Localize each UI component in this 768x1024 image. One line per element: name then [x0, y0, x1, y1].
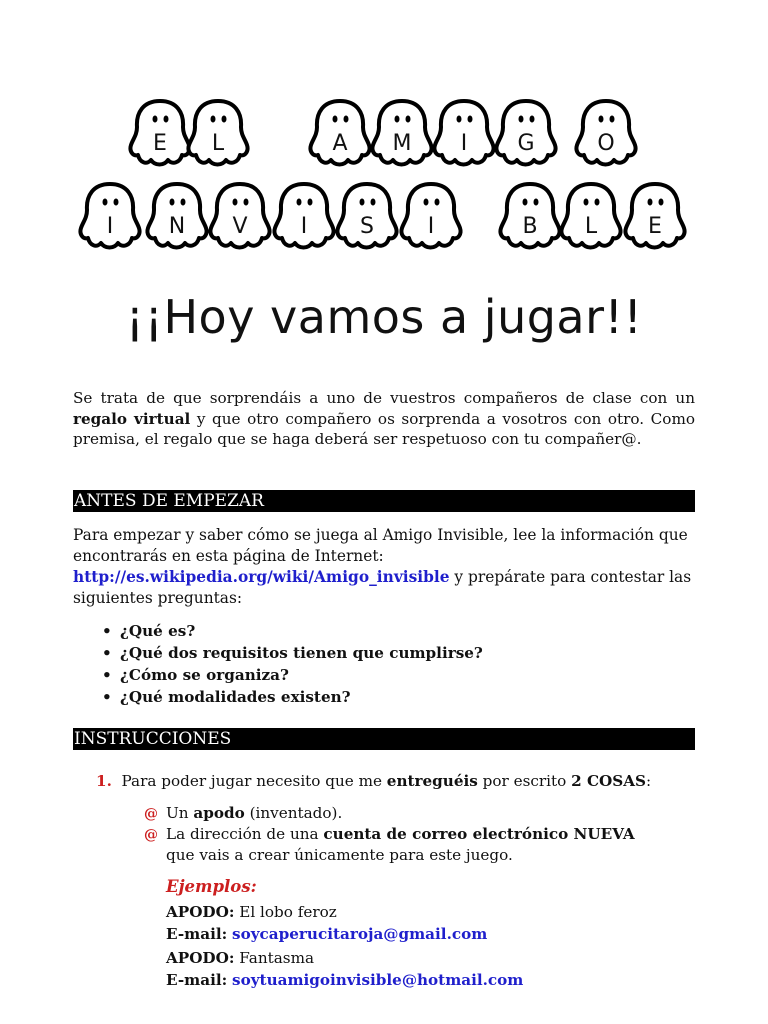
apodo-label: APODO: — [166, 949, 235, 967]
ghost-letter — [497, 180, 563, 252]
ghost-letter — [369, 97, 435, 169]
step-text: por escrito — [477, 772, 572, 790]
ghost-letter-text: B — [522, 214, 538, 239]
at-sign-icon: @ — [144, 827, 158, 843]
ghost-letter-text: N — [168, 214, 186, 239]
ghost-letter — [307, 97, 373, 169]
example-1 — [166, 902, 666, 945]
list-item: • ¿Qué modalidades existen? — [102, 688, 351, 706]
instruction-step-1 — [96, 771, 716, 792]
ghost-letter — [185, 97, 251, 169]
example-2 — [166, 948, 666, 991]
email-label: E-mail: — [166, 924, 228, 943]
intro-text-2: y que otro compañero os sorprenda a vosotros con otro. Como premisa, el regalo que se haga deberá ser respetuoso con tu compañer@. — [73, 409, 695, 448]
item-text: (inventado). — [244, 804, 343, 822]
section1-text: Para empezar y saber cómo se juega al Amigo Invisible, lee la información que encontrarás en esta página de Internet: — [73, 526, 688, 565]
questions-list — [102, 620, 680, 708]
item-text: La dirección de una — [166, 825, 324, 843]
section1-paragraph — [73, 525, 695, 609]
ghost-letter — [398, 180, 464, 252]
ghost-letter-text: E — [648, 214, 662, 239]
apodo-value: Fantasma — [234, 949, 315, 967]
ghost-letter-text: E — [153, 131, 167, 156]
list-item: • ¿Cómo se organiza? — [102, 666, 289, 684]
ghost-letter-text: L — [211, 131, 225, 156]
question-text: ¿Qué dos requisitos tienen que cumplirse? — [120, 644, 483, 662]
section-heading-antes: ANTES DE EMPEZAR — [73, 490, 695, 512]
ghost-letter — [558, 180, 624, 252]
ghost-letter-text: I — [427, 214, 435, 239]
ghost-letter — [271, 180, 337, 252]
item-bold: cuenta de correo electrónico NUEVA — [323, 825, 635, 843]
step-text: : — [646, 772, 652, 790]
subtitle: ¡¡Hoy vamos a jugar!! — [125, 290, 643, 344]
examples-title: Ejemplos: — [166, 877, 257, 896]
ghost-letter — [334, 180, 400, 252]
ghost-letter-text: I — [460, 131, 468, 156]
email-link[interactable]: soytuamigoinvisible@hotmail.com — [232, 970, 524, 989]
email-link[interactable]: soycaperucitaroja@gmail.com — [232, 924, 488, 943]
item-bold: apodo — [193, 804, 245, 822]
step-bold: entreguéis — [386, 772, 478, 790]
requirement-item-apodo — [144, 803, 706, 824]
ghost-letter — [493, 97, 559, 169]
ghost-letter — [622, 180, 688, 252]
wikipedia-link[interactable]: http://es.wikipedia.org/wiki/Amigo_invisible — [73, 568, 450, 586]
ghost-letter-text: M — [392, 131, 412, 156]
step-number: 1. — [96, 772, 112, 790]
item-text: que vais a crear únicamente para este juego. — [166, 845, 513, 864]
ghost-letter — [207, 180, 273, 252]
question-text: ¿Qué modalidades existen? — [120, 688, 351, 706]
step-bold: 2 COSAS — [571, 772, 646, 790]
intro-paragraph — [73, 388, 695, 450]
ghost-letter — [573, 97, 639, 169]
ghost-letter — [77, 180, 143, 252]
ghost-letter-text: V — [232, 214, 248, 239]
item-text: Un — [166, 804, 194, 822]
ghost-letter-text: L — [584, 214, 598, 239]
ghost-letter-text: I — [106, 214, 114, 239]
list-item: • ¿Qué dos requisitos tienen que cumplirse? — [102, 644, 483, 662]
ghost-letter — [431, 97, 497, 169]
list-item: • ¿Qué es? — [102, 622, 196, 640]
ghost-letter-text: S — [360, 214, 374, 239]
section1-text-2: y prepárate para contestar las siguientes preguntas: — [73, 568, 692, 607]
email-label: E-mail: — [166, 970, 228, 989]
question-text: ¿Cómo se organiza? — [120, 666, 289, 684]
apodo-label: APODO: — [166, 903, 235, 921]
apodo-value: El lobo feroz — [234, 903, 337, 921]
at-sign-icon: @ — [144, 806, 158, 822]
intro-text-1: Se trata de que sorprendáis a uno de vuestros compañeros de clase con un — [73, 389, 695, 407]
question-text: ¿Qué es? — [120, 622, 196, 640]
intro-bold: regalo virtual — [73, 409, 191, 428]
step-text: Para poder jugar necesito que me — [121, 772, 387, 790]
section-heading-instrucciones: INSTRUCCIONES — [73, 728, 695, 750]
ghost-letter — [127, 97, 193, 169]
ghost-letter — [144, 180, 210, 252]
requirement-item-email — [144, 824, 706, 865]
ghost-letter-text: G — [517, 131, 535, 156]
ghost-letter-text: I — [300, 214, 308, 239]
ghost-letter-text: A — [332, 131, 348, 156]
ghost-letter-text: O — [597, 131, 615, 156]
